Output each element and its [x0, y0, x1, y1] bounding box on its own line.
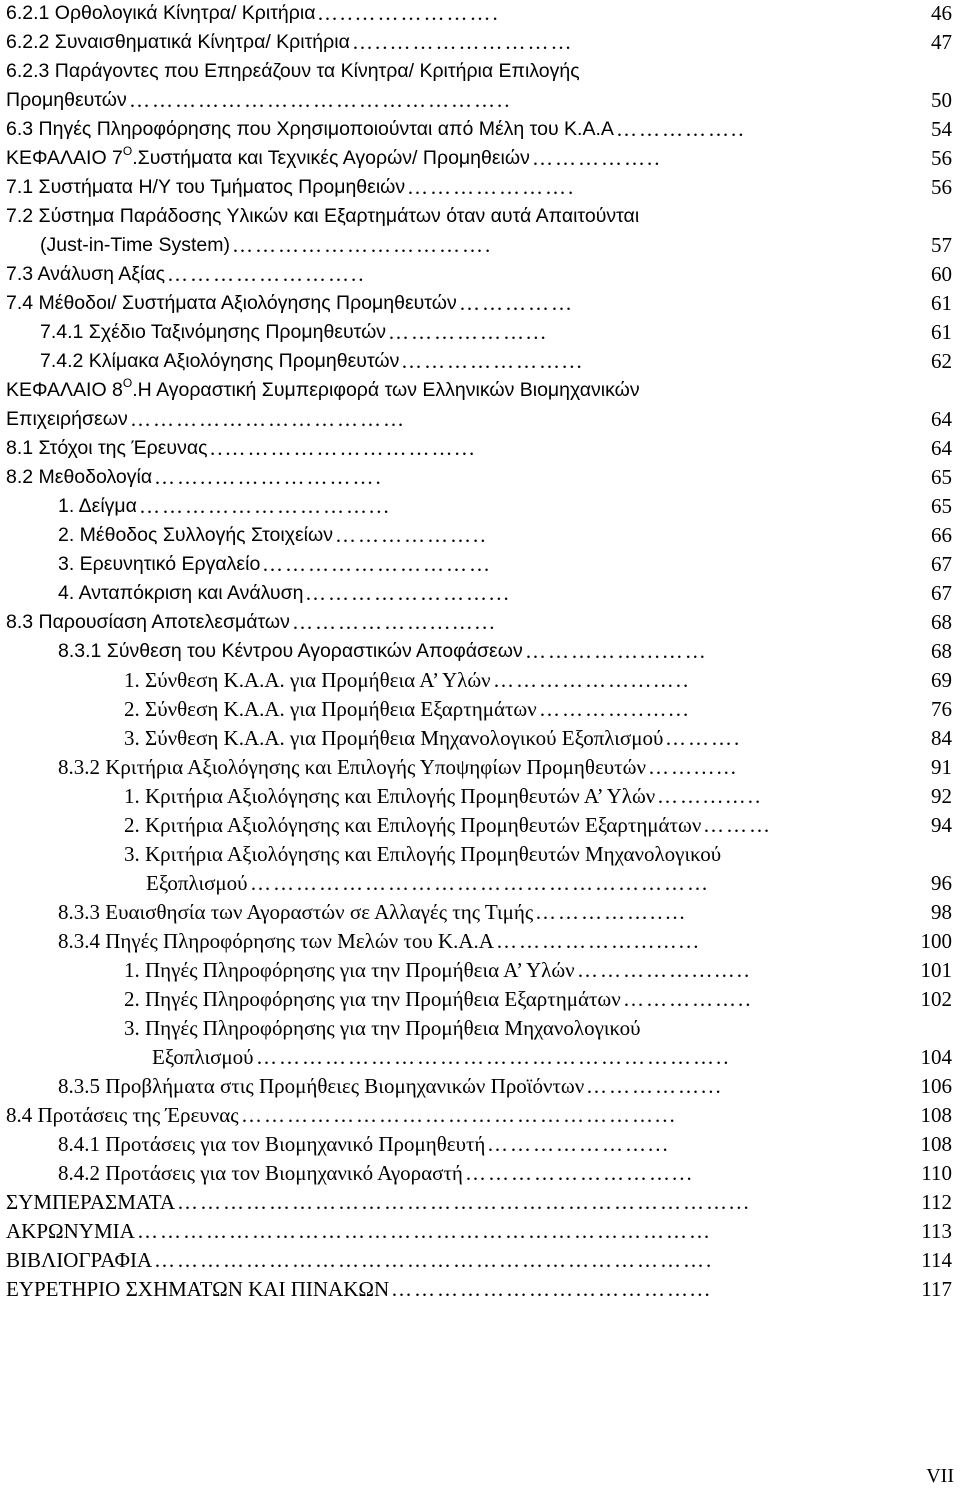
toc-page-number: 65	[929, 463, 952, 492]
toc-entry	[6, 869, 952, 898]
dot-leader: …………………………………………..	[129, 88, 512, 112]
toc-page-number: 113	[919, 1217, 952, 1246]
toc-entry	[6, 405, 952, 434]
toc-page-number: 56	[929, 144, 952, 173]
chapter-superscript: Ο	[122, 376, 133, 390]
toc-entry-title: 1. Πηγές Πληροφόρησης για την Προμήθεια Α’ Υλών	[124, 958, 575, 982]
toc-entry	[6, 202, 952, 231]
toc-entry-title: 8.3.1 Σύνθεση του Κέντρου Αγοραστικών Αποφάσεων	[58, 640, 523, 662]
dot-leader: …………………...	[401, 349, 584, 373]
toc-page-number: 94	[929, 811, 952, 840]
dot-leader: ……...…	[648, 755, 739, 779]
toc-entry	[6, 318, 952, 347]
dot-leader: ……………..	[616, 117, 746, 141]
toc-entry	[6, 1275, 952, 1304]
toc-entry-title: 8.4.1 Προτάσεις για τον Βιομηχανικό Προμηθευτή	[58, 1132, 486, 1156]
toc-entry-title: 2. Μέθοδος Συλλογής Στοιχείων	[58, 524, 333, 546]
dot-leader: …………………………….	[232, 233, 493, 257]
toc-page-number: 61	[929, 318, 952, 347]
toc-page-number: 92	[929, 782, 952, 811]
toc-entry	[6, 840, 952, 869]
toc-entry	[6, 434, 952, 463]
dot-leader: ……………	[459, 291, 574, 315]
toc-entry	[6, 753, 952, 782]
toc-page-number: 62	[929, 347, 952, 376]
dot-leader: ………………….	[407, 175, 576, 199]
toc-page-number: 102	[919, 985, 953, 1014]
toc-page-number: 67	[929, 550, 952, 579]
dot-leader: ……..………………….	[154, 465, 383, 489]
toc-page-number: 84	[929, 724, 952, 753]
toc-entry-title: ΚΕΦΑΛΑΙΟ $8^O.H$ Αγοραστική Συμπεριφορά των Ελληνικών Βιομηχανικών	[6, 376, 640, 401]
toc-entry-title: 2. Σύνθεση Κ.Α.Α. για Προμήθεια Εξαρτημάτων	[124, 697, 537, 721]
toc-entry	[6, 1130, 952, 1159]
toc-entry-title: 7.4.2 Κλίμακα Αξιολόγησης Προμηθευτών	[40, 350, 400, 372]
dot-leader: …………………...	[487, 1132, 670, 1156]
toc-entry	[6, 608, 952, 637]
dot-leader: ………………………...	[465, 1161, 694, 1185]
toc-page-number: 108	[919, 1130, 953, 1159]
toc-entry-title: 6.2.2 Συναισθηματικά Κίνητρα/ Κριτήρια	[6, 31, 350, 53]
toc-page-number: 100	[919, 927, 953, 956]
toc-entry-title: ΑΚΡΩΝΥΜΙΑ	[6, 1219, 135, 1243]
dot-leader: …..……………………	[352, 30, 574, 54]
toc-entry-title: 6.2.1 Ορθολογικά Κίνητρα/ Κριτήρια	[6, 2, 316, 24]
toc-entry-title: ΚΕΦΑΛΑΙΟ $7^O.\Sigma\upsilon\sigma\tau ή\mu\alpha\tau\alpha$ και Τεχνικές Αγορών/ Προμηθειών	[6, 144, 530, 169]
toc-entry	[6, 144, 952, 173]
toc-entry	[6, 724, 952, 753]
toc-entry-title: 3. Πηγές Πληροφόρησης για την Προμήθεια Μηχανολογικού	[124, 1016, 641, 1040]
dot-leader: ……………………………………………………………….	[154, 1248, 714, 1272]
toc-page-number: 114	[919, 1246, 952, 1275]
dot-leader: ………………………………………………………………...	[177, 1190, 751, 1214]
toc-page-number: 106	[919, 1072, 953, 1101]
toc-entry	[6, 347, 952, 376]
toc-entry-title: 2. Πηγές Πληροφόρησης για την Προμήθεια Εξαρτημάτων	[124, 987, 621, 1011]
toc-entry-title: 8.1 Στόχοι της Έρευνας	[6, 437, 208, 459]
toc-entry-title: 8.3.3 Ευαισθησία των Αγοραστών σε Αλλαγές της Τιμής	[58, 900, 534, 924]
toc-entry-title: Προμηθευτών	[6, 89, 127, 111]
toc-entry-title: Εξοπλισμού	[152, 1045, 254, 1069]
toc-entry-title: 8.3 Παρουσίαση Αποτελεσμάτων	[6, 611, 290, 633]
toc-entry-title: 6.2.3 Παράγοντες που Επηρεάζουν τα Κίνητρα/ Κριτήρια Επιλογής	[6, 60, 580, 82]
toc-entry	[6, 927, 952, 956]
toc-entry	[6, 173, 952, 202]
toc-page-number: 69	[929, 666, 952, 695]
dot-leader: ……………………………………………………..	[256, 1045, 731, 1069]
dot-leader: ………………..	[335, 523, 488, 547]
dot-leader: ………	[703, 813, 772, 837]
dot-leader: …………………………………...	[391, 1277, 712, 1301]
toc-entry	[6, 1217, 952, 1246]
toc-page-number: 61	[929, 289, 952, 318]
toc-page-number: 68	[929, 608, 952, 637]
dot-leader: ……………..…	[535, 900, 688, 924]
toc-entry-title: ΣΥΜΠΕΡΑΣΜΑΤΑ	[6, 1190, 176, 1214]
toc-page-number: 56	[929, 173, 952, 202]
dot-leader: ………………………………………………...	[241, 1103, 677, 1127]
toc-entry	[6, 376, 952, 405]
toc-entry	[6, 550, 952, 579]
toc-entry	[6, 115, 952, 144]
toc-entry	[6, 492, 952, 521]
toc-entry-title: 8.4 Προτάσεις της Έρευνας	[6, 1103, 239, 1127]
dot-leader: ………………...…..	[493, 668, 691, 692]
toc-entry-title: 8.3.5 Προβλήματα στις Προμήθειες Βιομηχανικών Προϊόντων	[58, 1074, 585, 1098]
toc-page-number: 101	[919, 956, 953, 985]
toc-entry	[6, 782, 952, 811]
toc-page-number: 104	[919, 1043, 953, 1072]
dot-leader: ……………..	[532, 146, 662, 170]
toc-page-number: 76	[929, 695, 952, 724]
toc-entry-title: ΕΥΡΕΤΗΡΙΟ ΣΧΗΜΑΤΩΝ ΚΑΙ ΠΙΝΑΚΩΝ	[6, 1277, 390, 1301]
dot-leader: …………..…...	[539, 697, 691, 721]
toc-entry	[6, 289, 952, 318]
toc-entry	[6, 695, 952, 724]
toc-entry	[6, 1043, 952, 1072]
toc-entry-title: 3. Σύνθεση Κ.Α.Α. για Προμήθεια Μηχανολογικού Εξοπλισμού	[124, 726, 664, 750]
dot-leader: ……….	[665, 726, 742, 750]
toc-page-number: 110	[919, 1159, 952, 1188]
toc-entry-title: 1. Σύνθεση Κ.Α.Α. για Προμήθεια Α’ Υλών	[124, 668, 491, 692]
toc-entry	[6, 1159, 952, 1188]
dot-leader: ………………...…...	[496, 929, 701, 953]
toc-page-number: 57	[929, 231, 952, 260]
toc-entry	[6, 521, 952, 550]
toc-entry-title: 4. Ανταπόκριση και Ανάλυση	[58, 582, 304, 604]
toc-page-number: 65	[929, 492, 952, 521]
dot-leader: ……………...	[586, 1074, 723, 1098]
toc-entry	[6, 579, 952, 608]
toc-entry	[6, 811, 952, 840]
dot-leader: ……………...……	[525, 639, 708, 663]
toc-page-number: 98	[929, 898, 952, 927]
toc-entry-title: 7.1 Συστήματα Η/Υ του Τμήματος Προμηθειών	[6, 176, 406, 198]
toc-entry	[6, 86, 952, 115]
toc-page-number: 96	[929, 869, 952, 898]
toc-page-number: 68	[929, 637, 952, 666]
toc-entry	[6, 463, 952, 492]
table-of-contents	[6, 0, 952, 1304]
toc-page-number: 46	[929, 0, 952, 28]
toc-entry	[6, 1246, 952, 1275]
toc-page-number: 108	[919, 1101, 953, 1130]
dot-leader: …..……………….	[317, 1, 500, 25]
toc-entry-title: 8.4.2 Προτάσεις για τον Βιομηχανικό Αγοραστή	[58, 1161, 463, 1185]
toc-page-number: 66	[929, 521, 952, 550]
toc-entry	[6, 231, 952, 260]
toc-page-number: 67	[929, 579, 952, 608]
toc-entry-title: Επιχειρήσεων	[6, 408, 128, 430]
toc-page-number: 47	[929, 28, 952, 57]
dot-leader: ..…………………………...	[210, 436, 477, 460]
dot-leader: ……………..	[623, 987, 753, 1011]
toc-entry	[6, 0, 952, 28]
toc-entry-title: (Just-in-Time System)	[40, 234, 230, 256]
toc-page-number: 54	[929, 115, 952, 144]
toc-entry-title: 8.3.2 Κριτήρια Αξιολόγησης και Επιλογής Υποψηφίων Προμηθευτών	[58, 755, 646, 779]
toc-entry	[6, 985, 952, 1014]
toc-entry	[6, 637, 952, 666]
toc-page-number: 50	[929, 86, 952, 115]
page-number: VII	[926, 1465, 954, 1487]
dot-leader: …………………………...	[139, 494, 391, 518]
toc-page-number: 64	[929, 434, 952, 463]
toc-entry-title: 3. Κριτήρια Αξιολόγησης και Επιλογής Προμηθευτών Μηχανολογικού	[124, 842, 722, 866]
toc-entry	[6, 1188, 952, 1217]
dot-leader: ……………………..	[167, 262, 366, 286]
toc-entry-title: 7.3 Ανάλυση Αξίας	[6, 263, 166, 285]
toc-page-number: 64	[929, 405, 952, 434]
toc-entry-title: 1. Κριτήρια Αξιολόγησης και Επιλογής Προμηθευτών Α’ Υλών	[124, 784, 656, 808]
toc-page-number: 60	[929, 260, 952, 289]
toc-entry-title: 7.4.1 Σχέδιο Ταξινόμησης Προμηθευτών	[40, 321, 387, 343]
toc-entry	[6, 57, 952, 86]
dot-leader: ……...…..	[657, 784, 763, 808]
toc-entry-title: 8.3.4 Πηγές Πληροφόρησης των Μελών του Κ.Α.Α	[58, 929, 494, 953]
toc-entry	[6, 260, 952, 289]
toc-entry-title: 3. Ερευνητικό Εργαλείο	[58, 553, 261, 575]
dot-leader: ………………...…...	[292, 610, 497, 634]
dot-leader: ………………...	[388, 320, 548, 344]
toc-entry-title: 7.2 Σύστημα Παράδοσης Υλικών και Εξαρτημάτων όταν αυτά Απαιτούνται	[6, 205, 640, 227]
toc-entry-title: ΒΙΒΛΙΟΓΡΑΦΙΑ	[6, 1248, 153, 1272]
toc-entry-title: 7.4 Μέθοδοι/ Συστήματα Αξιολόγησης Προμηθευτών	[6, 292, 457, 314]
toc-entry	[6, 1101, 952, 1130]
toc-entry-title: 6.3 Πηγές Πληροφόρησης που Χρησιμοποιούνται από Μέλη του Κ.Α.Α	[6, 118, 614, 140]
dot-leader: ……………………………………………………	[250, 871, 710, 895]
toc-entry	[6, 956, 952, 985]
toc-entry-title: Εξοπλισμού	[146, 871, 248, 895]
toc-entry	[6, 1014, 952, 1043]
toc-page-number: 91	[929, 753, 952, 782]
toc-entry	[6, 898, 952, 927]
dot-leader: ………………………………	[130, 407, 406, 431]
toc-entry-title: 2. Κριτήρια Αξιολόγησης και Επιλογής Προμηθευτών Εξαρτημάτων	[124, 813, 702, 837]
dot-leader: ……………………...	[305, 581, 511, 605]
dot-leader: …………………………	[262, 552, 492, 576]
toc-entry-title: 1. Δείγμα	[58, 495, 137, 517]
chapter-superscript: Ο	[122, 144, 133, 158]
toc-entry	[6, 28, 952, 57]
toc-entry	[6, 666, 952, 695]
dot-leader: …………………………………………………………………	[137, 1219, 712, 1243]
dot-leader: ……………...…..	[577, 958, 752, 982]
toc-entry-title: 8.2 Μεθοδολογία	[6, 466, 153, 488]
toc-page-number: 112	[919, 1188, 952, 1217]
toc-entry	[6, 1072, 952, 1101]
toc-page-number: 117	[919, 1275, 952, 1304]
